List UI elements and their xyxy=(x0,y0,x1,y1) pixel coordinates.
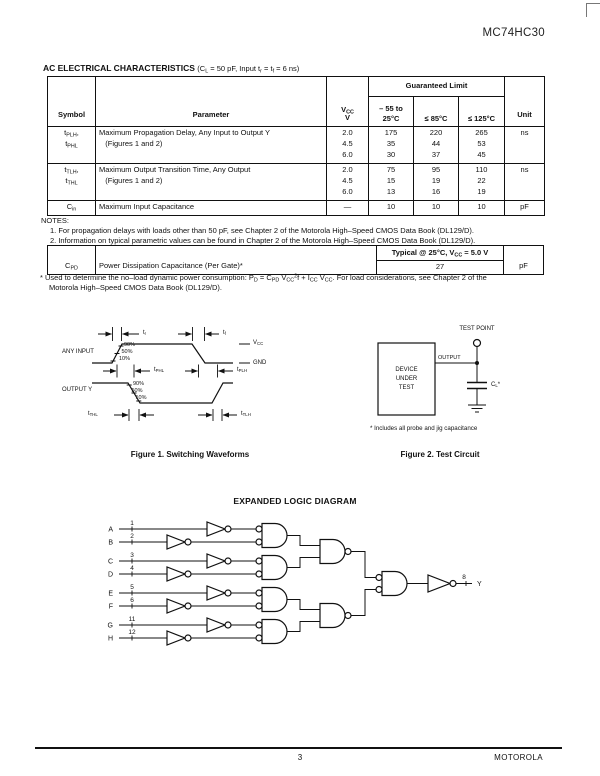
input-label-c: C xyxy=(107,558,113,566)
pin-label-2: 2 xyxy=(130,533,134,540)
label-input-10pct: 10% xyxy=(119,355,131,362)
pin-label-3: 3 xyxy=(130,552,134,559)
table-row-propagation-delay xyxy=(48,127,545,164)
inverter-gate xyxy=(207,618,225,632)
label-cl: $C_L*$ xyxy=(491,382,501,389)
power-dissipation-table xyxy=(47,245,544,275)
first-level-gates xyxy=(256,524,287,644)
notes xyxy=(41,216,475,245)
input-bubble xyxy=(256,622,262,628)
expanded-logic-diagram xyxy=(95,494,520,664)
limit-25-cell: 10 xyxy=(369,201,414,216)
output-label-y: Y xyxy=(477,581,482,588)
pin-label-6: 6 xyxy=(130,597,134,604)
and-gate xyxy=(262,588,287,612)
section-title xyxy=(43,63,299,73)
switching-waveform-diagram xyxy=(60,322,345,426)
label-tphl: $t_{PHL}$ xyxy=(154,367,165,374)
brand-name: MOTOROLA xyxy=(494,753,543,762)
typical-value-cell: 27 xyxy=(377,261,504,275)
input-label-e: E xyxy=(108,590,113,598)
vcc-cell: 2.0 4.5 6.0 xyxy=(327,164,369,201)
notes-label: NOTES: xyxy=(41,216,69,225)
ac-characteristics-table xyxy=(47,76,545,216)
note-item-2: 2. Information on typical parametric values can be found in Chapter 2 of the Motorola High–Speed CMOS Data Book (DL129/D). xyxy=(50,235,476,245)
figure2-footnote: * Includes all probe and jig capacitance xyxy=(370,425,478,432)
capacitor-icon xyxy=(467,383,487,389)
symbol-cell: $C_{in}$ xyxy=(48,201,96,216)
and-gate xyxy=(262,556,287,580)
limit-85-cell: 10 xyxy=(414,201,459,216)
label-output-90pct: 90% xyxy=(133,381,145,387)
symbol-cell: $t_{TLH}$, $t_{THL}$ xyxy=(48,164,96,201)
logic-diagram-title: EXPANDED LOGIC DIAGRAM xyxy=(233,496,357,506)
figure2-caption: Figure 2. Test Circuit xyxy=(400,450,480,459)
column-header-unit: Unit xyxy=(505,77,545,127)
input-label-b: B xyxy=(108,539,113,547)
output-bubble xyxy=(345,549,351,555)
input-label-h: H xyxy=(107,635,113,643)
vcc-cell: — xyxy=(327,201,369,216)
label-output-10pct: 10% xyxy=(135,394,147,401)
unit-cell: ns xyxy=(505,164,545,201)
inverter-bubble xyxy=(185,539,191,545)
limit-25-cell: 175 35 30 xyxy=(369,127,414,164)
note-item-1: 1. For propagation delays with loads other than 50 pF, see Chapter 2 of the Motorola High–Speed CMOS Data Book (DL129/D). xyxy=(50,225,474,235)
pin-label-11: 11 xyxy=(128,616,136,623)
footer-rule xyxy=(35,747,562,749)
limit-85-cell: 95 19 16 xyxy=(414,164,459,201)
input-bubble xyxy=(376,575,382,581)
input-bubble xyxy=(256,539,262,545)
parameter-cell: Maximum Output Transition Time, Any Output (Figures 1 and 2) xyxy=(96,164,327,201)
input-labels xyxy=(108,527,114,643)
limit-125-cell: 265 53 45 xyxy=(459,127,505,164)
input-waveform xyxy=(92,344,233,363)
pin-label-4: 4 xyxy=(130,565,134,572)
page-number: 3 xyxy=(297,753,303,762)
label-input-50pct: 50% xyxy=(121,349,133,355)
label-output: OUTPUT xyxy=(438,354,461,361)
logic-diagram-schematic xyxy=(95,516,515,651)
footnote-line-2: Motorola High–Speed CMOS Data Book (DL129/D). xyxy=(49,282,222,292)
input-bubble xyxy=(256,590,262,596)
output-bubble xyxy=(345,613,351,619)
vcc-cell: 2.0 4.5 6.0 xyxy=(327,127,369,164)
column-header-symbol: Symbol xyxy=(48,77,96,127)
table-row-transition-time xyxy=(48,164,545,201)
reference-level-dashes xyxy=(239,344,250,363)
input-bubble xyxy=(376,587,382,593)
nand-gate xyxy=(320,540,345,564)
label-vcc: $V_{CC}$ xyxy=(253,340,264,347)
parameter-cell: Maximum Propagation Delay, Any Input to Output Y (Figures 1 and 2) xyxy=(96,127,327,164)
input-label-g: G xyxy=(107,622,113,630)
table-row-cpd-header xyxy=(48,246,544,261)
limit-125-cell: 10 xyxy=(459,201,505,216)
nand-gate xyxy=(320,604,345,628)
column-header-parameter: Parameter xyxy=(96,77,327,127)
and-gate xyxy=(262,524,287,548)
typical-header: Typical @ 25°C, $V_{CC} = 5.0$ V xyxy=(377,246,504,261)
figure1-switching-waveforms xyxy=(60,322,345,464)
inverter-bubble xyxy=(185,603,191,609)
label-device-under-test: DEVICE UNDER TEST xyxy=(395,366,418,391)
inverter-bubble xyxy=(225,590,231,596)
inverter-bubble xyxy=(225,526,231,532)
label-tr: $t_r$ xyxy=(143,330,147,337)
ground-icon xyxy=(468,405,486,412)
inverter-bubble xyxy=(225,558,231,564)
limit-125-cell: 110 22 19 xyxy=(459,164,505,201)
figure2-test-circuit xyxy=(345,322,560,464)
parameter-cell: Maximum Input Capacitance xyxy=(96,201,327,216)
label-output-y: OUTPUT Y xyxy=(62,387,93,393)
vcc-unit-label: V xyxy=(344,113,350,123)
label-output-50pct: 50% xyxy=(131,388,143,394)
input-inverter-gates xyxy=(167,522,231,645)
input-label-d: D xyxy=(107,571,113,579)
nand-gates xyxy=(320,540,351,628)
vcc-label: $V_{CC}$ xyxy=(341,104,354,116)
output-waveform xyxy=(92,383,233,403)
pin-label-5: 5 xyxy=(130,584,134,591)
junction-dot xyxy=(475,361,479,365)
column-header-temp-125: ≤ 125°C xyxy=(459,97,505,127)
inverter-gate xyxy=(167,631,185,645)
column-header-guaranteed-limit: Guaranteed Limit xyxy=(369,77,505,97)
inverter-gate xyxy=(167,567,185,581)
label-any-input: ANY INPUT xyxy=(62,349,94,355)
figure1-caption: Figure 1. Switching Waveforms xyxy=(130,450,250,459)
input-bubble xyxy=(256,603,262,609)
inverter-bubble xyxy=(185,635,191,641)
page-border-corner xyxy=(586,3,600,17)
input-label-a: A xyxy=(108,526,113,534)
inverter-gate xyxy=(167,535,185,549)
tp-ticks xyxy=(117,365,218,378)
pin-label-1: 1 xyxy=(130,520,134,527)
doc-part-number: MC74HC30 xyxy=(482,27,545,39)
test-point-terminal xyxy=(474,340,481,347)
parameter-cell: Power Dissipation Capacitance (Per Gate)* xyxy=(96,246,377,275)
section-title-condition: ($C_L = 50$ pF, Input $t_r = t_f = 6$ ns) xyxy=(197,64,300,75)
inverter-bubble xyxy=(450,581,456,587)
table-row-input-capacitance xyxy=(48,201,545,216)
column-header-temp-85: ≤ 85°C xyxy=(414,97,459,127)
symbol-cell: $C_{PD}$ xyxy=(48,246,96,275)
label-test-point: TEST POINT xyxy=(459,326,495,332)
pin-label-12: 12 xyxy=(128,629,136,636)
output-pin-label: 8 xyxy=(462,574,466,581)
label-tf: $t_f$ xyxy=(223,330,226,337)
input-bubble xyxy=(256,558,262,564)
input-label-f: F xyxy=(108,603,113,611)
inverter-bubble xyxy=(185,571,191,577)
label-tplh: $t_{PLH}$ xyxy=(237,367,248,374)
section-title-main: AC ELECTRICAL CHARACTERISTICS xyxy=(43,63,195,73)
label-ttlh: $t_{TLH}$ xyxy=(241,411,251,418)
input-bubble xyxy=(256,526,262,532)
unit-cell: pF xyxy=(504,246,544,275)
input-bubble xyxy=(256,571,262,577)
label-input-90pct: 90% xyxy=(124,342,136,348)
label-gnd: GND xyxy=(253,359,267,366)
label-tthl: $t_{THL}$ xyxy=(88,411,98,418)
output-inverter-gate xyxy=(428,575,450,592)
inverter-gate xyxy=(207,522,225,536)
symbol-cell: $t_{PLH}$, $t_{PHL}$ xyxy=(48,127,96,164)
inverter-bubble xyxy=(225,622,231,628)
pin-number-labels xyxy=(128,520,136,636)
unit-cell: pF xyxy=(505,201,545,216)
input-bubble xyxy=(256,635,262,641)
inverter-gate xyxy=(207,554,225,568)
footnote-line-1: * Used to determine the no–load dynamic power consumption: $P_D = C_{PD}$ $V_{CC}^2f + I_{CC}$ $V_{CC}$. For load considerations, see Chapter 2 of the xyxy=(40,273,487,284)
inverter-gate xyxy=(167,599,185,613)
inverter-gate xyxy=(207,586,225,600)
column-header-temp-25: – 55 to 25°C xyxy=(369,97,414,127)
column-header-vcc xyxy=(327,77,369,127)
and-gate xyxy=(262,620,287,644)
limit-25-cell: 75 15 13 xyxy=(369,164,414,201)
limit-85-cell: 220 44 37 xyxy=(414,127,459,164)
unit-cell: ns xyxy=(505,127,545,164)
table-footnote xyxy=(40,273,487,293)
and-gate xyxy=(382,572,407,596)
